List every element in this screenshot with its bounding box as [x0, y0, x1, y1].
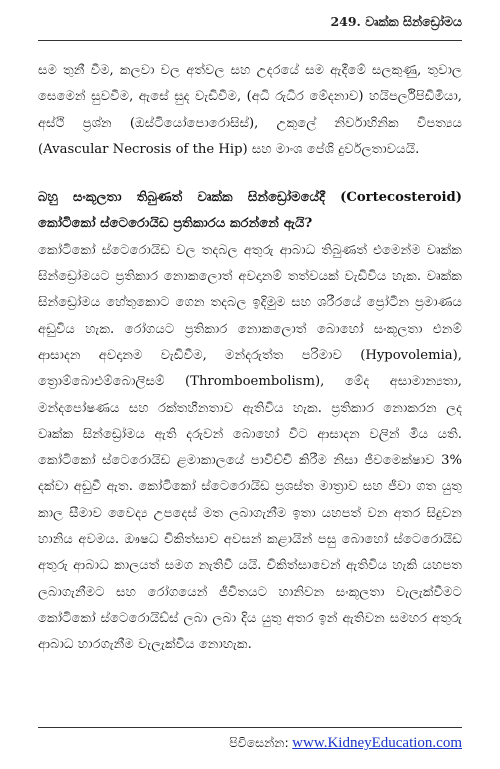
page-footer — [229, 735, 462, 752]
page-header: 249. වෘක්ක සින්ඩ්‍රෝමය — [330, 14, 462, 29]
article-body — [38, 58, 462, 659]
question-heading: බහු සංකූලතා තිබුණත් වෘක්ක සින්ඩ්‍රෝමයේදී (Cortecosteroid) කෝටිකෝ ස්ටෙරොයිඩ ප්‍රතිකාරය කරන්නේ ඇයි? — [38, 190, 462, 232]
paragraph-treatment: කෝටිකෝ ස්ටෙරොයිඩ වල තදබල අතුරු ආබාධ තිබුණත් එමෙන්ම වෘක්ක සින්ඩ්‍රෝමයට ප්‍රතිකාර නොකලොත් අවදානම් තත්වයක් වැඩිවිය හැක. වෘක්ක සින්ඩ්‍රෝමය හේතුකොට ගෙන තදබල ඉදිමුම සහ ශරීරයේ ප්‍රෝටීන ප්‍රමාණය අඩුවිය හැක. රෝගයට ප්‍රතිකාර නොකලොත් බොහෝ සංකූලතා එනම් ආසාදන අවදානම වැඩිවීම, මන්දරුත්ත පරිමාව (Hypovolemia), ත්‍රොම්බොඑම්බොලිසම් (Thromboembolism), මේද අසාමාන්‍යතා, මන්දපෝෂණය සහ රක්තහීනතාව ඇතිවිය හැක. ප්‍රතිකාර නොකරන ලද වෘක්ක සින්ඩ්‍රෝමය ඇති දරුවන් බොහෝ විට ආසාදන වලින් මිය යති. කෝටිකෝ ස්ටෙරොයිඩ ළමාකාලයේ පාවිච්චි කිරීම නිසා ජීවමෙක්ෂාව 3% දක්වා අඩුවී ඇත. කෝටිකෝ ස්ටෙරොයිඩ ප්‍රශස්ත මාත්‍රාව සහ ජීවා ගත යුතු කාල සීමාව වෛද්‍ය උපදෙස් මත ලබාගැනීම ඉතා යහපත් වන අතර සිදුවන හානිය අවමය. ඖෂධ චිකිත්සාව අවසන් කළායින් පසු බොහෝ ස්ටෙරොයිඩ අතුරු ආබාධ කාලයත් සමග නැතිවී යයි. චිකිත්සාවෙන් ඇතිවිය හැකි යහපත ලබාගැනීමට සහ රෝගයෙන් ජීවිතයට හානිවන සංකූලතා වැලැක්වීමට කෝටිකෝ ස්ටෙරොයිඩ්ස් ලබා ලබා දිය යුතු අතර ඉන් ඇතිවන සමහර අතුරු ආබාධ හාරගැනීම වැලැක්විය නොහැක. — [38, 242, 462, 653]
website-link[interactable]: www.KidneyEducation.com — [292, 735, 462, 751]
paragraph-symptoms: සම තුනී වීම, කලවා වල අත්වල සහ උදරයේ සම ඇදීමේ සලකුණු, තුවාල සෙමෙන් සුවවීම, ඇසේ සුද වැඩිවීම, (අධි රුධිර මේදනාව) හයිපර්ලිපිඩිමියා, අස්ථි ප්‍රශ්න (ඔස්ටියෝපොරොසිස්), උකුලේ නිර්වාහිනික විපත්‍යය (Avascular Necrosis of the Hip) සහ මාංශ පේශි දුර්වලතාවයයි. — [38, 63, 462, 157]
footer-divider — [38, 727, 462, 728]
footer-prefix: පිවිසෙන්න: — [229, 735, 289, 750]
header-divider — [38, 40, 462, 41]
